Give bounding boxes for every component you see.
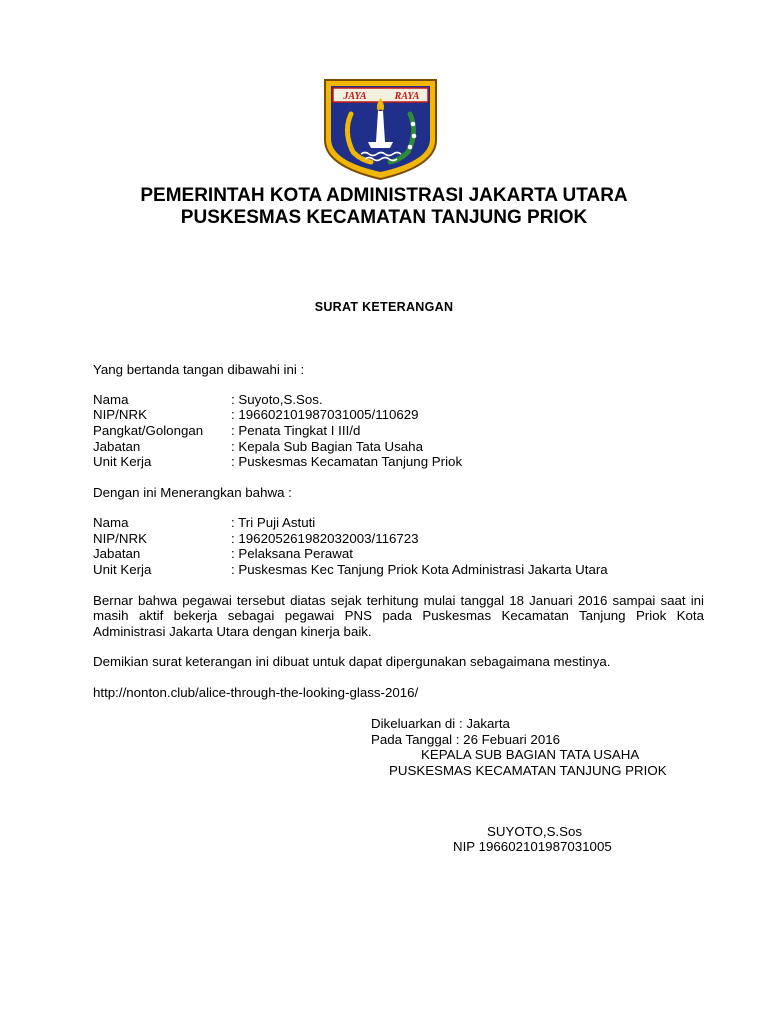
issued-date: Pada Tanggal : 26 Febuari 2016 xyxy=(371,732,561,747)
document-title: SURAT KETERANGAN xyxy=(314,300,454,314)
issued-place: Dikeluarkan di : Jakarta xyxy=(371,716,510,731)
header-line-1: PEMERINTAH KOTA ADMINISTRASI JAKARTA UTARA xyxy=(140,185,628,206)
logo-banner-left: JAYA xyxy=(343,91,367,102)
intro-text: Yang bertanda tangan dibawahi ini : xyxy=(93,362,305,377)
signatory-position-2: PUSKESMAS KECAMATAN TANJUNG PRIOK xyxy=(389,763,667,778)
logo-banner-right: RAYA xyxy=(394,91,420,102)
employee-label-name: Nama xyxy=(93,515,129,530)
employee-value-name: : Tri Puji Astuti xyxy=(231,515,316,530)
signer-value-rank: : Penata Tingkat I III/d xyxy=(231,423,361,438)
signer-label-position: Jabatan xyxy=(93,439,141,454)
signer-label-rank: Pangkat/Golongan xyxy=(93,423,204,438)
signer-value-nip: : 196602101987031005/110629 xyxy=(231,407,419,422)
url-link[interactable]: http://nonton.club/alice-through-the-looking-glass-2016/ xyxy=(93,685,419,700)
header-line-2: PUSKESMAS KECAMATAN TANJUNG PRIOK xyxy=(180,207,588,228)
signer-label-unit: Unit Kerja xyxy=(93,454,152,469)
employee-value-position: : Pelaksana Perawat xyxy=(231,546,353,561)
signer-label-nip: NIP/NRK xyxy=(93,407,147,422)
signer-label-name: Nama xyxy=(93,392,129,407)
employee-label-unit: Unit Kerja xyxy=(93,562,152,577)
employee-label-nip: NIP/NRK xyxy=(93,531,147,546)
closing-text: Demikian surat keterangan ini dibuat untuk dapat dipergunakan sebagaimana mestinya. xyxy=(93,654,611,669)
statement-intro: Dengan ini Menerangkan bahwa : xyxy=(93,485,292,500)
signer-value-name: : Suyoto,S.Sos. xyxy=(231,392,323,407)
signatory-nip: NIP 196602101987031005 xyxy=(453,839,612,854)
signatory-name: SUYOTO,S.Sos xyxy=(487,824,583,839)
employee-value-unit: : Puskesmas Kec Tanjung Priok Kota Administrasi Jakarta Utara xyxy=(231,562,608,577)
employee-value-nip: : 196205261982032003/116723 xyxy=(231,531,419,546)
signer-value-unit: : Puskesmas Kecamatan Tanjung Priok xyxy=(231,454,463,469)
body-paragraph: Bernar bahwa pegawai tersebut diatas sejak terhitung mulai tanggal 18 Januari 2016 sampai saat ini masih aktif bekerja sebagai pegawai PNS pada Puskesmas Kecamatan Tanjung Priok Kota Administrasi Jakarta Utara dengan kinerja baik. xyxy=(93,593,704,639)
employee-label-position: Jabatan xyxy=(93,546,141,561)
signer-value-position: : Kepala Sub Bagian Tata Usaha xyxy=(231,439,423,454)
jakarta-emblem-logo xyxy=(321,78,440,180)
signatory-position-1: KEPALA SUB BAGIAN TATA USAHA xyxy=(421,747,640,762)
